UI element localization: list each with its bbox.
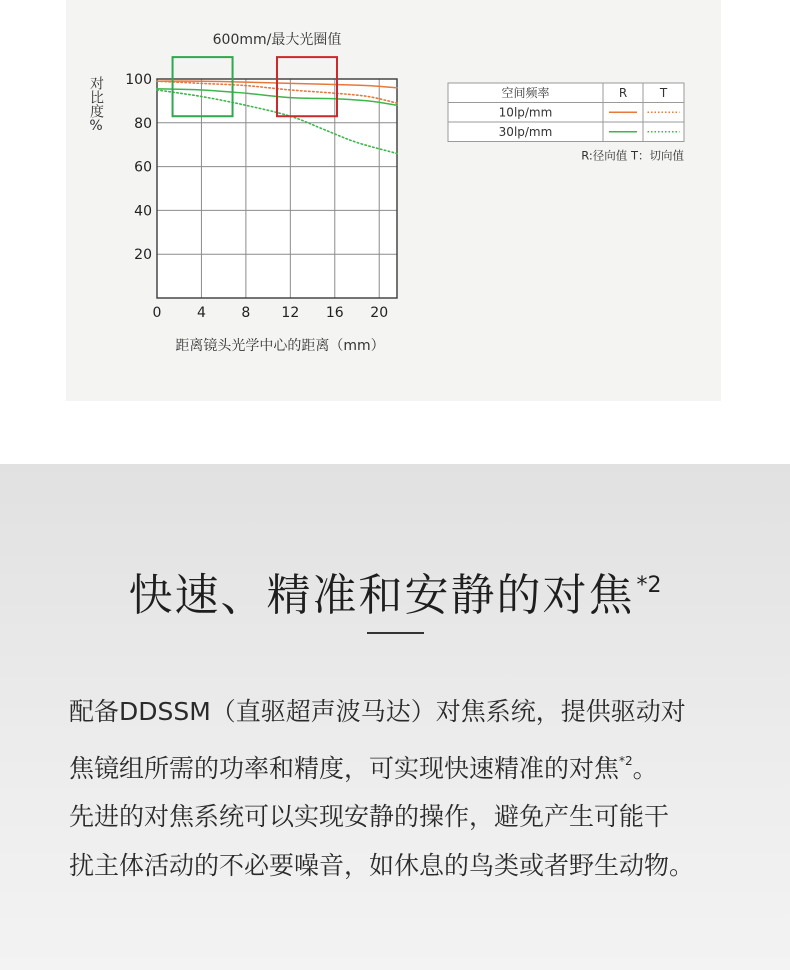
- y-tick-label: 20: [134, 247, 152, 264]
- y-tick-label: 100: [125, 72, 152, 88]
- x-tick-label: 8: [241, 305, 251, 321]
- legend-frequency-label: 30lp/mm: [498, 125, 553, 139]
- footnote-mark: *2: [619, 753, 633, 768]
- legend-note: R:径向值 T：切向值: [581, 148, 684, 163]
- chart-title: 600mm/最大光圈值: [212, 32, 342, 48]
- x-tick-label: 16: [325, 305, 344, 321]
- section-heading-text: 快速、精准和安静的对焦: [128, 570, 635, 621]
- description-line: 配备DDSSM（直驱超声波马达）对焦系统，提供驱动对: [69, 697, 686, 726]
- section-heading: [0, 556, 790, 626]
- y-tick-label: 80: [134, 115, 152, 132]
- y-axis-label: 对比度%: [88, 76, 104, 134]
- heading-divider: [367, 632, 424, 634]
- mtf-chart: [66, 0, 721, 401]
- mtf-chart-panel: [66, 0, 721, 401]
- legend-frequency-label: 10lp/mm: [498, 105, 553, 120]
- description-line: 先进的对焦系统可以实现安静的操作，避免产生可能干: [69, 802, 670, 831]
- focus-feature-section: [0, 464, 790, 970]
- description-line-tail: 。: [632, 753, 658, 783]
- legend-header-frequency: 空间频率: [501, 86, 550, 100]
- y-tick-label: 40: [134, 203, 152, 220]
- x-tick-label: 4: [196, 305, 206, 321]
- x-tick-label: 20: [370, 305, 389, 321]
- x-tick-label: 0: [152, 305, 162, 321]
- footnote-mark: *2: [636, 573, 662, 598]
- description-line: [69, 737, 749, 794]
- description-line-text: 焦镜组所需的功率和精度，可实现快速精准的对焦: [69, 753, 620, 783]
- feature-description: [69, 688, 749, 890]
- x-axis-label: 距离镜头光学中心的距离（mm）: [175, 338, 385, 354]
- description-line: 扰主体活动的不必要噪音，如休息的鸟类或者野生动物。: [69, 850, 695, 880]
- y-tick-label: 60: [134, 159, 152, 176]
- legend-header-r: R: [618, 86, 628, 100]
- legend-header-t: T: [659, 86, 668, 100]
- x-tick-label: 12: [281, 305, 300, 321]
